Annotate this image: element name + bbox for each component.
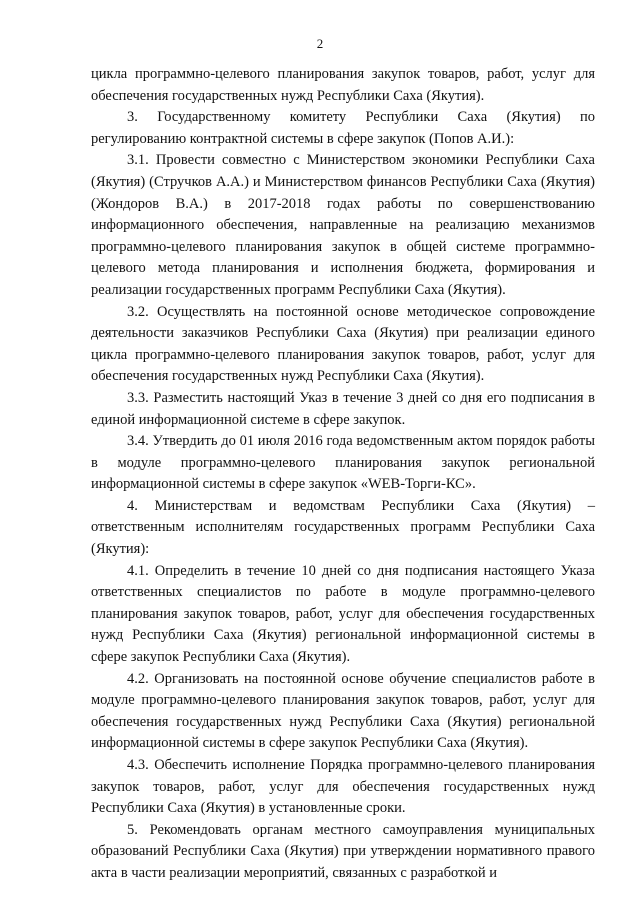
paragraph-item-3-2: 3.2. Осуществлять на постоянной основе методическое сопровождение деятельности заказчиков Республики Саха (Якутия) при реализации единого цикла программно-целевого планирования закупок товаров, работ, услуг для обеспечения государственных нужд Республики Саха (Якутия). <box>91 303 595 385</box>
paragraph-item-4-1: 4.1. Определить в течение 10 дней со дня подписания настоящего Указа ответственных специалистов по работе в модуле программно-целевого планирования закупок товаров, работ, услуг для обеспечения государственных нужд Республики Саха (Якутия) региональной информационной системы в сфере закупок Республики Саха (Якутия). <box>91 562 595 666</box>
paragraph-item-4: 4. Министерствам и ведомствам Республики Саха (Якутия) – ответственным исполнителям государственных программ Республики Саха (Якутия): <box>91 497 595 558</box>
paragraph-item-4-3: 4.3. Обеспечить исполнение Порядка программно-целевого планирования закупок товаров, работ, услуг для обеспечения государственных нужд Республики Саха (Якутия) в установленные сроки. <box>91 757 595 817</box>
paragraph-item-3-4: 3.4. Утвердить до 01 июля 2016 года ведомственным актом порядок работы в модуле программно-целевого планирования закупок региональной информационной системы в сфере закупок «WEB-Торги-КС». <box>91 433 595 493</box>
paragraph-item-3-1: 3.1. Провести совместно с Министерством экономики Республики Саха (Якутия) (Стручков А.А.) и Министерством финансов Республики Саха (Якутия) (Жондоров В.А.) в 2017-2018 годах работы по совершенствованию информационного обеспечения, направленные на реализацию механизмов программно-целевого планирования закупок в общей системе программно-целевого метода планирования и исполнения бюджета, формирования и реализации государственных программ Республики Саха (Якутия). <box>91 152 595 298</box>
paragraph-item-5: 5. Рекомендовать органам местного самоуправления муниципальных образований Республики Саха (Якутия) при утверждении нормативного правого акта в части реализации мероприятий, связанных с разработкой и <box>91 821 595 881</box>
page-number: 2 <box>316 36 324 51</box>
paragraph-item-4-2: 4.2. Организовать на постоянной основе обучение специалистов работе в модуле программно-целевого планирования закупок товаров, работ, услуг для обеспечения государственных нужд Республики Саха (Якутия) региональной информационной системы в сфере закупок Республики Саха (Якутия). <box>91 670 595 752</box>
paragraph-item-3: 3. Государственному комитету Республики Саха (Якутия) по регулированию контрактной системы в сфере закупок (Попов А.И.): <box>91 109 595 147</box>
paragraph-continuation: цикла программно-целевого планирования закупок товаров, работ, услуг для обеспечения государственных нужд Республики Саха (Якутия). <box>91 66 595 104</box>
document-body <box>91 64 595 885</box>
paragraph-item-3-3: 3.3. Разместить настоящий Указ в течение 3 дней со дня его подписания в единой информационной системе в сфере закупок. <box>91 389 595 428</box>
